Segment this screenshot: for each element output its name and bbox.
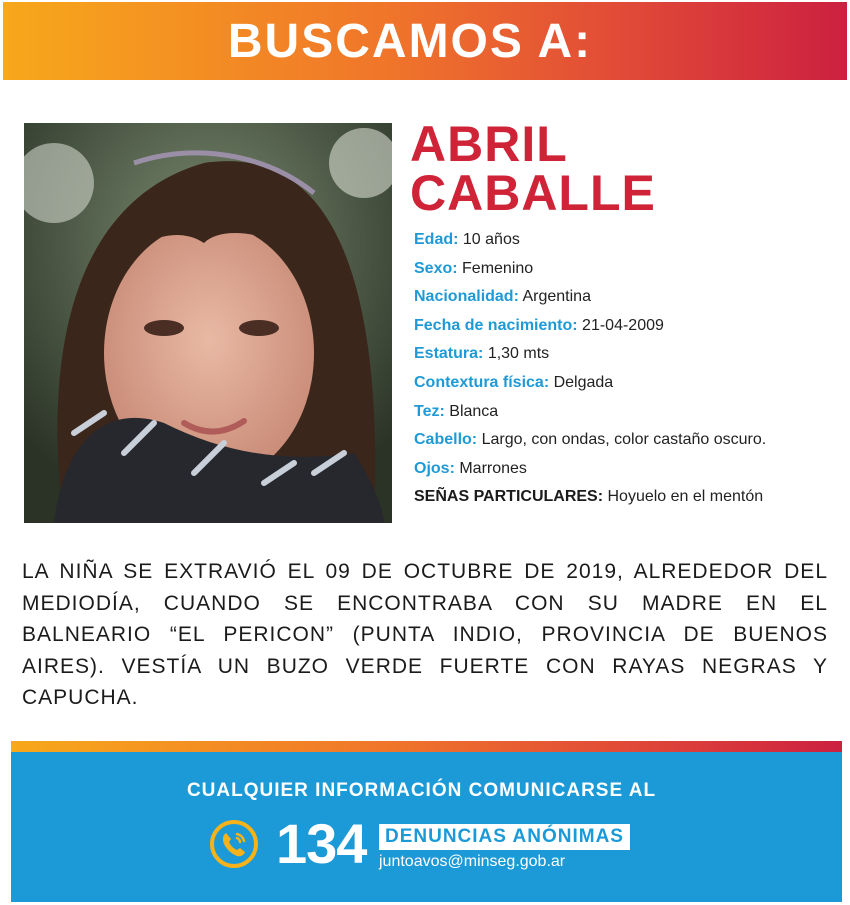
contact-email[interactable]: juntoavos@minseg.gob.ar: [379, 853, 566, 870]
header-banner: [3, 2, 847, 80]
detail-nationality: Nacionalidad: Argentina: [414, 288, 591, 306]
detail-build: Contextura física: Delgada: [414, 373, 614, 391]
contact-title: CUALQUIER INFORMACIÓN COMUNICARSE AL: [186, 780, 657, 801]
person-first-name: ABRIL: [410, 116, 568, 172]
detail-height: Estatura: 1,30 mts: [414, 345, 550, 363]
detail-sex: Sexo: Femenino: [414, 259, 534, 277]
footer-divider: [11, 741, 842, 752]
missing-person-photo: [24, 123, 392, 523]
detail-hair: Cabello: Largo, con ondas, color castaño oscuro.: [414, 431, 767, 449]
disappearance-description: LA NIÑA SE EXTRAVIÓ EL 09 DE OCTUBRE DE 2019, ALREDEDOR DEL MEDIODÍA, CUANDO SE ENCONTRABA CON SU MADRE EN EL BALNEARIO “EL PERICON” (PUNTA INDIO, PROVINCIA DE BUENOS AIRES). VESTÍA UN BUZO VERDE FUERTE CON RAYAS NEGRAS Y CAPUCHA.: [22, 560, 828, 709]
detail-skin: Tez: Blanca: [414, 402, 499, 420]
person-details: [414, 230, 834, 516]
detail-distinguishing-marks: SEÑAS PARTICULARES: Hoyuelo en el mentón: [414, 488, 764, 506]
detail-age: Edad: 10 años: [414, 231, 520, 248]
contact-footer: [11, 752, 842, 902]
detail-birthdate: Fecha de nacimiento: 21-04-2009: [414, 316, 664, 334]
person-last-name: CABALLE: [410, 165, 656, 221]
header-title: BUSCAMOS A:: [227, 14, 593, 68]
phone-icon: [209, 819, 259, 869]
person-name: [410, 116, 656, 221]
hotline-number: 134: [276, 812, 367, 875]
detail-eyes: Ojos: Marrones: [414, 459, 527, 477]
anonymous-reports-badge: DENUNCIAS ANÓNIMAS: [379, 824, 630, 850]
